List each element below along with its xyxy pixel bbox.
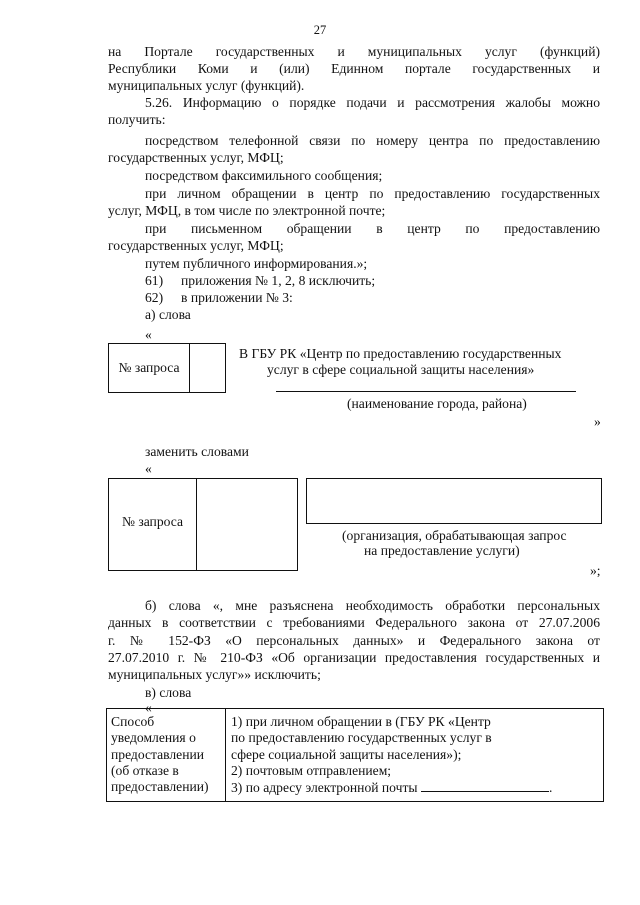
table-value-line: 1) при личном обращении в (ГБУ РК «Центр [231, 714, 491, 729]
table-label-line: Способ [111, 714, 155, 729]
table-value-line: по предоставлению государственных услуг в [231, 730, 492, 746]
organization-box [306, 478, 602, 524]
organization-caption-2: на предоставление услуги) [364, 543, 520, 558]
list-line: государственных услуг, МФЦ; [108, 150, 284, 165]
item-61-text: приложения № 1, 2, 8 исключить; [181, 273, 376, 288]
subitem-a-label: а) слова [145, 307, 191, 322]
quote-close: » [594, 414, 601, 429]
email-period: . [548, 780, 553, 796]
organization-caption-1: (организация, обрабатывающая запрос [342, 528, 567, 543]
city-caption: (наименование города, района) [347, 396, 527, 411]
table-value-line: 2) почтовым отправлением; [231, 762, 392, 778]
table-value-line: сфере социальной защиты населения»); [231, 746, 462, 762]
notification-method-table [106, 708, 604, 802]
paragraph-b-line: б) слова «, мне разъяснена необходимость обработки персональных [145, 598, 600, 613]
paragraph-line: муниципальных услуг (функций). [108, 78, 305, 93]
list-line: посредством факсимильного сообщения; [145, 168, 383, 183]
quote-open: « [145, 327, 152, 342]
table-value-cell [231, 714, 599, 796]
item-62-number: 62) [145, 290, 164, 305]
email-blank-line [421, 779, 549, 792]
list-line: посредством телефонной связи по номеру центра по предоставлению [145, 133, 600, 148]
table-label-line: уведомления о [111, 730, 196, 746]
paragraph-line: Республики Коми и (или) Единном портале государственных и [108, 61, 600, 76]
list-line: путем публичного информирования.»; [145, 256, 368, 271]
table-value-line [231, 779, 599, 796]
table-label-line: предоставлении) [111, 779, 209, 795]
paragraph-b-line: муниципальных услуг»» исключить; [108, 667, 321, 682]
item-61-number: 61) [145, 273, 164, 288]
paragraph-b-line: 27.07.2010 г. № 210-ФЗ «Об организации предоставления государственных и [108, 650, 600, 665]
request-number-label: № запроса [121, 514, 184, 529]
paragraph-line: получить: [108, 112, 166, 127]
page-number: 27 [313, 23, 327, 37]
list-line: при личном обращении в центр по предоставлению государственных [145, 186, 600, 201]
request-number-label: № запроса [118, 360, 180, 375]
quote-open: « [145, 700, 152, 715]
quote-open: « [145, 461, 152, 476]
table-label-cell [111, 714, 223, 795]
request-number-box-new [108, 478, 298, 571]
paragraph-line: 5.26. Информацию о порядке подачи и рассмотрения жалобы можно [145, 95, 600, 110]
quote-close: »; [590, 563, 601, 578]
city-underline [276, 391, 576, 392]
table-label-line: (об отказе в [111, 762, 179, 778]
paragraph-line: на Портале государственных и муниципальных услуг (функций) [108, 44, 600, 59]
paragraph-b-line: данных в соответствии с требованиями Федерального закона от 27.07.2006 [108, 615, 600, 630]
replace-label: заменить словами [145, 444, 249, 459]
email-option-text: 3) по адресу электронной почты [231, 780, 418, 796]
item-62-text: в приложении № 3: [181, 290, 293, 305]
list-line: услуг, МФЦ, в том числе по электронной почте; [108, 203, 386, 218]
recipient-line-2: услуг в сфере социальной защиты населения» [267, 362, 535, 377]
paragraph-b-line: г. № 152-ФЗ «О персональных данных» и Федерального закона от [108, 633, 600, 648]
recipient-line-1: В ГБУ РК «Центр по предоставлению государственных [239, 346, 562, 361]
list-line: государственных услуг, МФЦ; [108, 238, 284, 253]
table-label-line: предоставлении [111, 746, 205, 762]
subitem-v-label: в) слова [145, 685, 192, 700]
request-number-box [108, 343, 226, 393]
list-line: при письменном обращении в центр по предоставлению [145, 221, 600, 236]
